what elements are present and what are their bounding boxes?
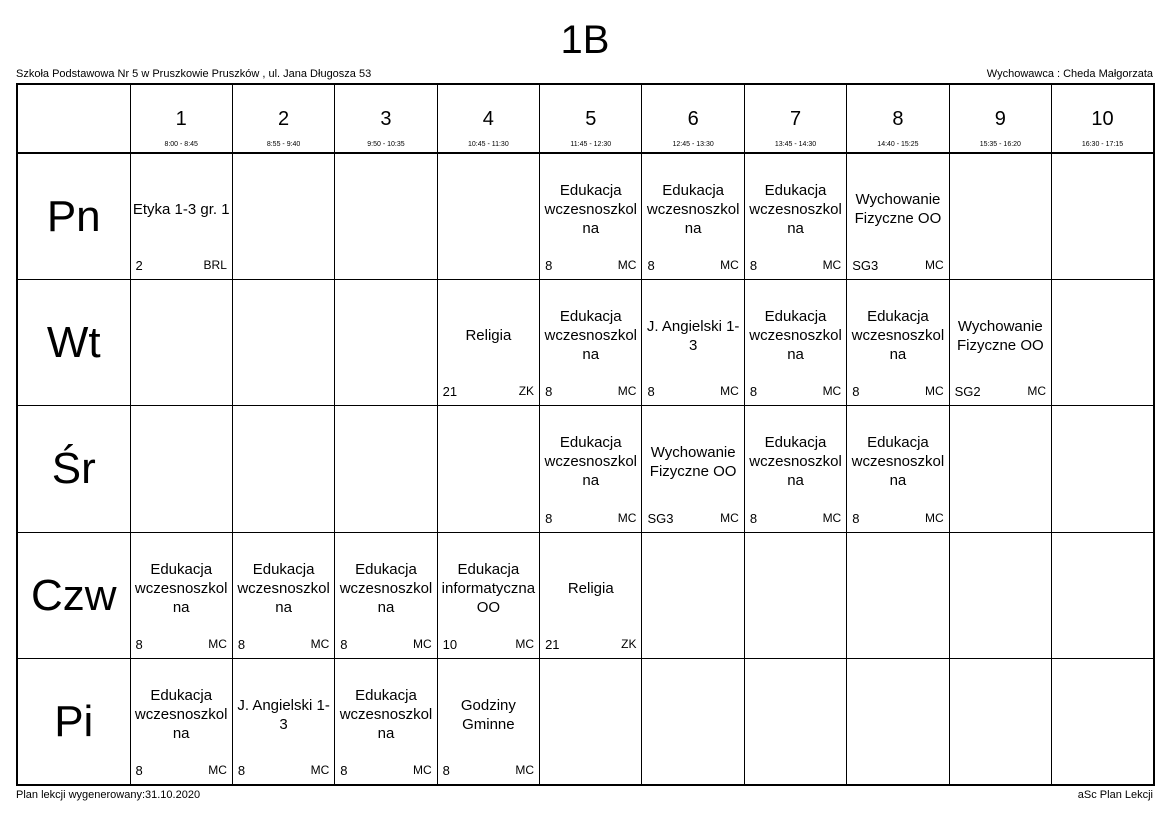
period-time: 8:55 - 9:40 [266, 141, 301, 148]
lesson-room: 10 [442, 637, 458, 653]
lesson-cell [335, 279, 437, 405]
lesson-room: 8 [545, 384, 553, 400]
lesson-subject: Edukacja wczesnoszkolna [544, 434, 638, 490]
lesson-teacher: MC [822, 257, 842, 272]
lesson [335, 659, 436, 784]
lesson [745, 406, 846, 531]
lesson-teacher: MC [208, 637, 227, 652]
period-time: 11:45 - 12:30 [570, 141, 612, 148]
day-row [17, 406, 1154, 532]
lesson [847, 280, 948, 405]
lesson-cell [744, 659, 846, 785]
lesson-teacher: MC [822, 510, 842, 525]
day-row [17, 659, 1154, 785]
lesson-room: 2 [135, 257, 143, 273]
lesson-cell [437, 406, 539, 532]
period-time: 16:30 - 17:15 [1081, 141, 1124, 148]
lesson-cell [847, 153, 949, 279]
timetable-grid [16, 83, 1155, 786]
lesson-subject: Religia [567, 579, 614, 597]
lesson-room: SG2 [954, 384, 981, 400]
lesson-cell [642, 153, 744, 279]
lesson-cell [949, 406, 1051, 532]
lesson-cell [744, 532, 846, 658]
lesson [131, 659, 232, 784]
lesson-room: 8 [647, 384, 655, 400]
period-header-8 [847, 84, 949, 153]
lesson [233, 659, 334, 784]
lesson-subject: Edukacja wczesnoszkolna [134, 560, 228, 616]
day-name: Czw [30, 570, 117, 620]
lesson-cell [642, 532, 744, 658]
homeroom-teacher: Wychowawca : Cheda Małgorzata [986, 68, 1153, 80]
lesson-cell [232, 406, 334, 532]
lesson-subject: Etyka 1-3 gr. 1 [132, 200, 230, 218]
lesson-cell [232, 279, 334, 405]
day-name: Pn [46, 192, 101, 241]
lesson-cell [847, 279, 949, 405]
lesson-subject: J. Angielski 1-3 [237, 696, 330, 733]
lesson-cell [130, 153, 232, 279]
lesson-teacher: MC [617, 510, 637, 525]
lesson-cell [642, 279, 744, 405]
lesson-teacher: MC [720, 510, 739, 525]
period-number: 9 [994, 108, 1006, 130]
lesson [642, 406, 743, 531]
lesson-cell [540, 279, 642, 405]
school-name: Szkoła Podstawowa Nr 5 w Pruszkowie Pruszków , ul. Jana Długosza 53 [16, 68, 372, 80]
day-label-cell [17, 532, 130, 658]
lesson-teacher: ZK [518, 384, 535, 399]
lesson [131, 533, 232, 658]
lesson-teacher: MC [413, 637, 432, 652]
lesson [438, 280, 539, 405]
lesson-cell [437, 279, 539, 405]
lesson-subject: Edukacja wczesnoszkolna [749, 434, 842, 490]
lesson-cell [642, 659, 744, 785]
period-header-3 [335, 84, 437, 153]
lesson-cell [232, 532, 334, 658]
lesson-room: 8 [545, 257, 553, 273]
period-number: 2 [278, 108, 290, 130]
lesson [847, 154, 948, 279]
lesson-cell [437, 532, 539, 658]
lesson-room: 8 [749, 510, 758, 526]
lesson-subject: Wychowanie Fizyczne OO [956, 317, 1044, 354]
period-time: 15:35 - 16:20 [979, 141, 1021, 148]
corner-cell [17, 84, 130, 153]
lesson-cell [744, 406, 846, 532]
lesson [540, 154, 641, 279]
lesson-subject: J. Angielski 1-3 [646, 317, 740, 354]
lesson-room: 21 [442, 384, 458, 400]
lesson-cell [1052, 279, 1154, 405]
lesson [438, 533, 539, 658]
lesson-cell [540, 406, 642, 532]
lesson-cell [437, 153, 539, 279]
lesson-subject: Wychowanie Fizyczne OO [854, 191, 942, 228]
lesson-cell [847, 406, 949, 532]
lesson-teacher: MC [822, 384, 842, 399]
period-time: 9:50 - 10:35 [367, 141, 405, 148]
period-number: 1 [175, 108, 187, 130]
lesson-cell [232, 659, 334, 785]
lesson-teacher: MC [310, 637, 330, 652]
lesson-cell [847, 532, 949, 658]
lesson [438, 659, 539, 784]
period-number: 10 [1091, 108, 1114, 130]
lesson-subject: Wychowanie Fizyczne OO [649, 443, 737, 480]
lesson-subject: Edukacja wczesnoszkolna [646, 181, 740, 237]
period-number: 8 [892, 108, 904, 130]
period-header-4 [437, 84, 539, 153]
lesson [847, 406, 948, 531]
lesson-teacher: MC [515, 637, 535, 652]
lesson-subject: Edukacja wczesnoszkolna [237, 560, 330, 616]
lesson-teacher: MC [208, 763, 227, 777]
lesson-cell [949, 659, 1051, 785]
lesson-subject: Edukacja wczesnoszkolna [339, 560, 433, 616]
period-number: 7 [789, 108, 802, 130]
day-row [17, 153, 1154, 279]
lesson-room: 8 [852, 510, 860, 526]
lesson-teacher: MC [617, 384, 637, 399]
period-time: 8:00 - 8:45 [164, 141, 198, 148]
lesson-cell [949, 153, 1051, 279]
period-number: 4 [482, 108, 494, 130]
lesson [131, 154, 232, 279]
day-label-cell [17, 153, 130, 279]
lesson-teacher: MC [1027, 384, 1047, 399]
lesson-teacher: MC [924, 510, 944, 525]
period-header-10 [1052, 84, 1154, 153]
lesson [540, 406, 641, 531]
day-label-cell [17, 279, 130, 405]
lesson-cell [232, 153, 334, 279]
lesson-room: 8 [749, 384, 758, 400]
lesson [642, 280, 743, 405]
period-time: 10:45 - 11:30 [467, 141, 509, 148]
period-header-1 [130, 84, 232, 153]
lesson-subject: Edukacja wczesnoszkolna [339, 687, 433, 743]
lesson-subject: Edukacja wczesnoszkolna [851, 434, 945, 490]
lesson-cell [949, 279, 1051, 405]
lesson-room: 8 [237, 637, 246, 653]
lesson [745, 154, 846, 279]
lesson-room: 8 [647, 257, 655, 273]
lesson-room: 8 [340, 637, 348, 653]
period-time: 12:45 - 13:30 [672, 141, 714, 148]
period-header-6 [642, 84, 744, 153]
lesson-cell [335, 659, 437, 785]
lesson-room: 8 [135, 763, 143, 778]
day-label-cell [17, 659, 130, 785]
lesson-teacher: MC [617, 257, 637, 272]
lesson-cell [1052, 532, 1154, 658]
lesson [950, 280, 1051, 405]
lesson-room: 8 [545, 510, 553, 526]
lesson-teacher: MC [413, 763, 432, 777]
lesson-subject: Edukacja wczesnoszkolna [134, 687, 228, 743]
lesson-room: 8 [237, 763, 246, 778]
lesson-cell [335, 153, 437, 279]
lesson [642, 154, 743, 279]
generated-date: Plan lekcji wygenerowany:31.10.2020 [16, 789, 201, 801]
lesson-subject: Religia [465, 327, 512, 345]
day-row [17, 279, 1154, 405]
lesson-cell [335, 532, 437, 658]
lesson-subject: Edukacja wczesnoszkolna [544, 308, 638, 364]
lesson-room: 21 [545, 637, 560, 653]
period-header-7 [744, 84, 846, 153]
lesson-cell [744, 153, 846, 279]
lesson-subject: Edukacja wczesnoszkolna [749, 308, 842, 364]
lesson-room: 8 [852, 384, 860, 400]
lesson [540, 533, 641, 658]
lesson-subject: Godziny Gminne [460, 696, 516, 733]
period-number: 3 [380, 108, 392, 130]
lesson-room: 8 [442, 763, 450, 778]
lesson-cell [1052, 659, 1154, 785]
lesson-subject: Edukacja informatyczna OO [441, 560, 536, 616]
lesson-cell [335, 406, 437, 532]
period-header-5 [540, 84, 642, 153]
lesson-cell [642, 406, 744, 532]
day-name: Wt [46, 317, 101, 367]
lesson-cell [744, 279, 846, 405]
lesson-cell [437, 659, 539, 785]
lesson [335, 533, 436, 658]
lesson-teacher: MC [310, 763, 330, 777]
lesson-room: 8 [749, 257, 758, 273]
lesson-cell [130, 406, 232, 532]
lesson-teacher: MC [515, 763, 535, 777]
lesson-cell [130, 532, 232, 658]
lesson-teacher: MC [720, 257, 739, 272]
lesson-cell [847, 659, 949, 785]
lesson-subject: Edukacja wczesnoszkolna [851, 308, 945, 364]
lesson-room: 8 [340, 763, 348, 778]
period-time: 13:45 - 14:30 [774, 141, 817, 148]
lesson [540, 280, 641, 405]
lesson-room: 8 [135, 637, 143, 653]
period-time: 14:40 - 15:25 [877, 141, 919, 148]
lesson-cell [1052, 406, 1154, 532]
lesson-teacher: ZK [621, 637, 637, 652]
class-title: 1B [560, 18, 610, 62]
day-label-cell [17, 406, 130, 532]
software-name: aSc Plan Lekcji [1077, 789, 1153, 801]
lesson-room: SG3 [852, 257, 879, 273]
lesson-cell [540, 659, 642, 785]
lesson-teacher: MC [720, 384, 739, 399]
lesson-room: SG3 [647, 510, 674, 526]
lesson [745, 280, 846, 405]
period-header-9 [949, 84, 1051, 153]
period-header-row [17, 84, 1154, 153]
lesson [233, 533, 334, 658]
lesson-subject: Edukacja wczesnoszkolna [544, 181, 638, 237]
lesson-cell [540, 532, 642, 658]
lesson-cell [130, 659, 232, 785]
lesson-teacher: BRL [203, 257, 227, 272]
lesson-cell [540, 153, 642, 279]
lesson-teacher: MC [924, 384, 944, 399]
lesson-cell [1052, 153, 1154, 279]
period-number: 6 [687, 108, 699, 130]
lesson-cell [130, 279, 232, 405]
day-name: Śr [51, 444, 96, 494]
period-header-2 [232, 84, 334, 153]
period-number: 5 [585, 108, 597, 130]
lesson-subject: Edukacja wczesnoszkolna [749, 181, 842, 237]
lesson-teacher: MC [924, 257, 944, 272]
lesson-cell [949, 532, 1051, 658]
day-row [17, 532, 1154, 658]
day-name: Pi [54, 697, 94, 747]
